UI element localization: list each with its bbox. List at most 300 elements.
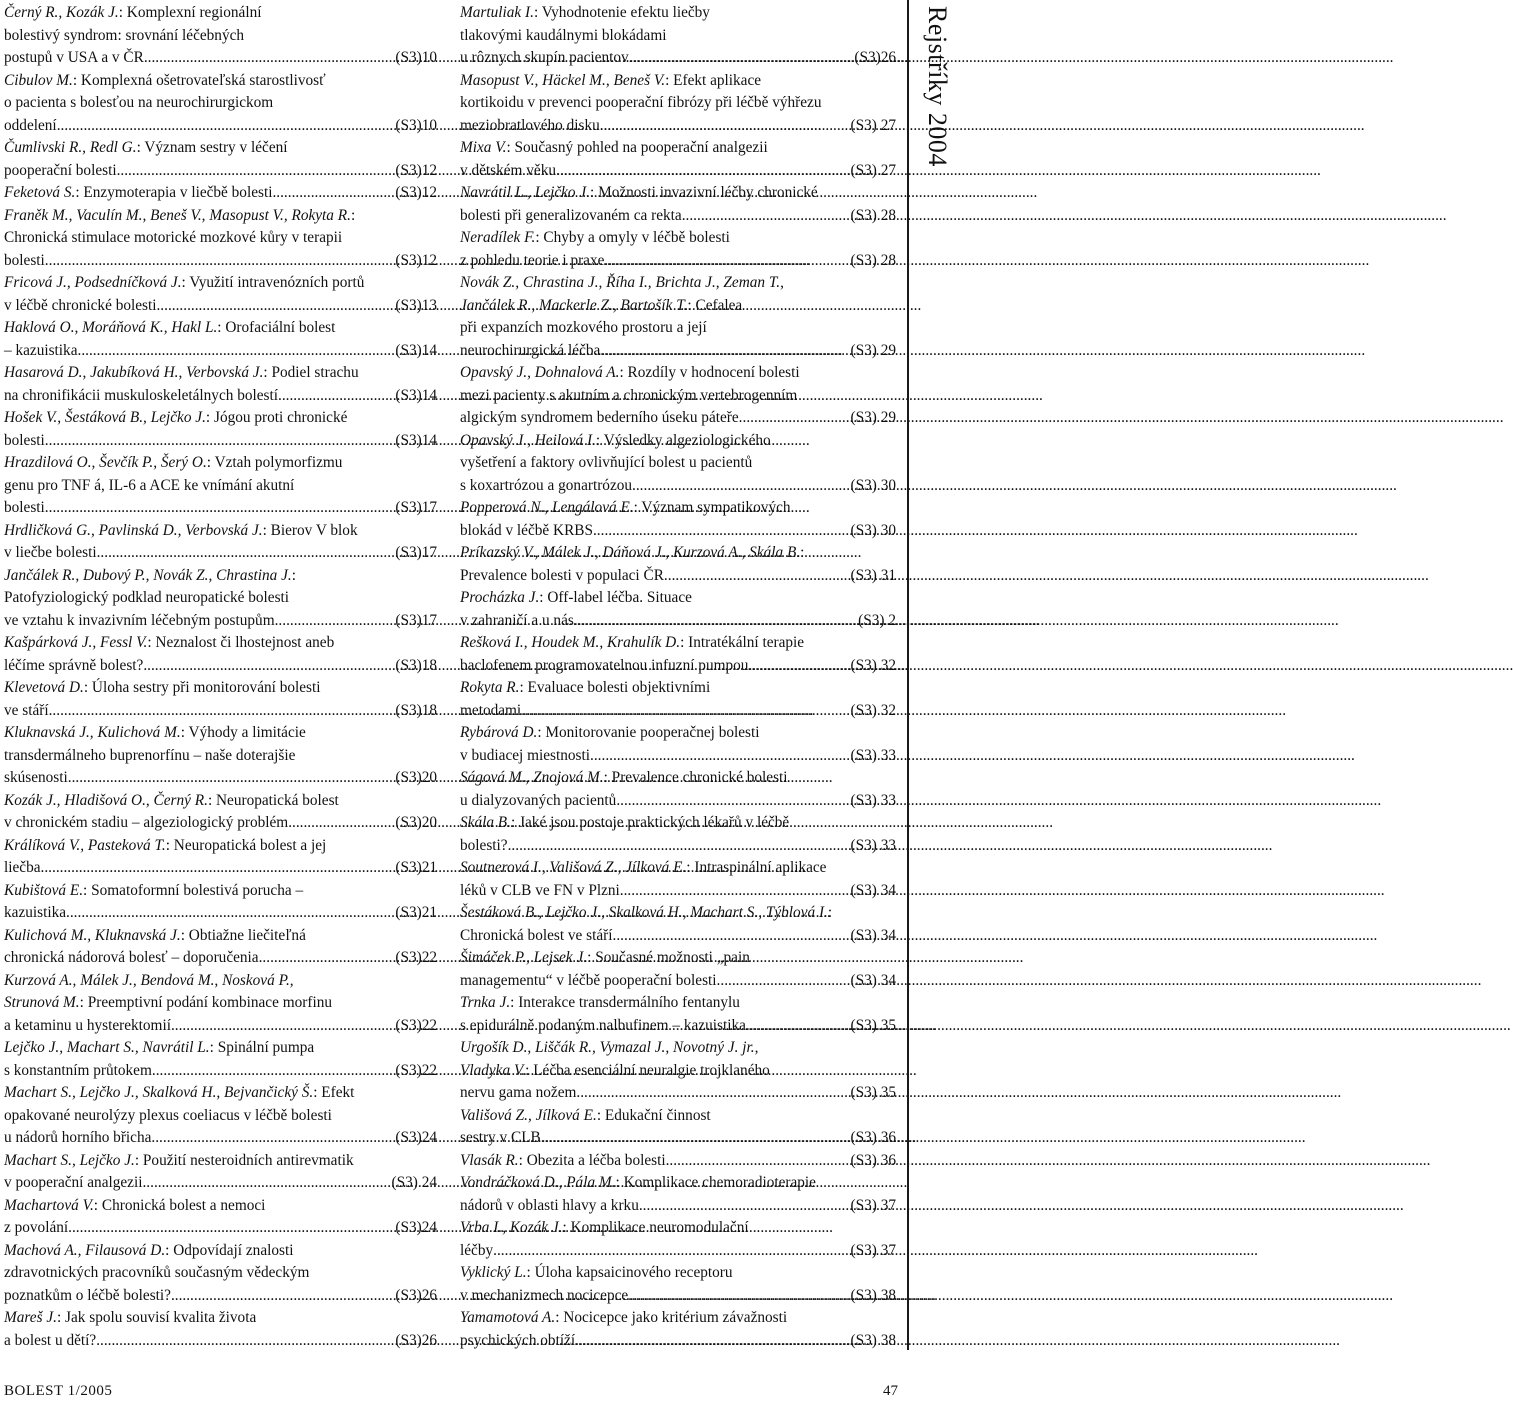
entry-line-text: [460, 1262, 733, 1285]
entry-line-text: [460, 47, 629, 70]
index-entry: [460, 947, 896, 992]
entry-title: : Efekt aplikace: [665, 71, 762, 89]
entry-line-text: [4, 137, 288, 160]
entry-line-text: [4, 565, 296, 588]
entry-title: v mechanizmech nocicepce: [460, 1286, 629, 1304]
entry-page-ref: (S3)21: [395, 859, 437, 876]
entry-line: [460, 1240, 896, 1263]
entry-line-text: [4, 317, 335, 340]
entry-line-text: [460, 317, 707, 340]
dot-leader: [97, 542, 396, 565]
entry-title: v dětském věku: [460, 161, 557, 179]
entry-line-text: [460, 1195, 639, 1218]
index-entry: [4, 452, 437, 520]
entry-page-ref: (S3) 28: [850, 251, 896, 269]
entry-authors: Vondráčková D., Pála M.: [460, 1174, 616, 1191]
dot-leader: [151, 1127, 395, 1150]
entry-line-text: [4, 272, 364, 295]
index-entry: [4, 407, 437, 452]
index-entry: [4, 722, 437, 790]
entry-title: bolesti při generalizovaném ca rekta: [460, 206, 682, 224]
index-entry: [460, 587, 896, 632]
entry-line-text: [460, 565, 664, 588]
entry-line: [460, 1285, 896, 1308]
entry-title: oddelení: [4, 116, 57, 134]
entry-authors: Machová A., Filausová D.: [4, 1241, 166, 1259]
index-entry: [4, 1150, 437, 1195]
entry-line-text: [4, 812, 288, 835]
entry-line-text: [460, 92, 821, 115]
dot-leader: [556, 160, 851, 183]
entry-line-text: [4, 722, 306, 745]
entry-title: : Výsledky algeziologického: [595, 431, 771, 449]
dot-leader: [666, 1150, 851, 1173]
dot-leader: [66, 902, 395, 925]
index-entry: [4, 835, 437, 880]
entry-line: [460, 835, 896, 858]
entry-title: – kazuistika: [4, 341, 78, 359]
entry-line-text: [4, 385, 278, 408]
dot-leader: [288, 812, 395, 835]
entry-title: : Obtiažne liečiteľná: [180, 926, 306, 944]
entry-line-text: [4, 1217, 68, 1240]
entry-line-text: [460, 182, 818, 205]
index-entry: [4, 970, 437, 1038]
entry-title: ve vztahu k invazivním léčebným postupům: [4, 611, 275, 629]
entry-page-ref: (S3) 2: [858, 611, 896, 629]
entry-page-ref: (S3)26: [395, 1331, 437, 1349]
entry-title: : Evaluace bolesti objektivními: [519, 679, 711, 696]
entry-title: : Komplexní regionální: [118, 4, 262, 21]
entry-line-text: [4, 1105, 332, 1128]
entry-authors: Opavský J., Heilová I.: [460, 431, 596, 449]
entry-title: :: [291, 566, 297, 584]
entry-line-text: [4, 1172, 142, 1195]
index-entry: [460, 430, 896, 498]
entry-page-ref: (S3) 38: [850, 1286, 896, 1304]
index-entry: [460, 677, 896, 722]
dot-leader: [152, 1060, 395, 1083]
entry-line: [460, 407, 896, 430]
entry-line: [4, 160, 437, 183]
entry-authors: Urgošík D., Liščák R., Vymazal J., Novotný J. jr.,: [460, 1039, 759, 1056]
entry-title: léčby: [460, 1241, 494, 1259]
entry-line-text: [460, 947, 750, 970]
entry-line: [460, 1127, 896, 1150]
entry-page-ref: (S3) 38: [850, 1331, 896, 1349]
entry-line-text: [460, 767, 788, 790]
entry-line-text: [460, 1330, 575, 1353]
dot-leader: [521, 700, 850, 723]
entry-line-text: [460, 272, 784, 295]
entry-line-text: [460, 1082, 576, 1105]
entry-page-ref: (S3)14: [395, 431, 437, 449]
entry-line: [4, 340, 437, 363]
entry-line-text: [460, 250, 604, 273]
dot-leader: [746, 1015, 851, 1038]
entry-title: zdravotnických pracovníků současným vědeckým: [4, 1264, 310, 1281]
entry-title: skúsenosti: [4, 769, 68, 786]
entry-line: [460, 295, 896, 318]
entry-title: Chronická bolest ve stáří: [460, 926, 613, 944]
entry-page-ref: (S3)22: [395, 949, 437, 966]
entry-line: [460, 1015, 896, 1038]
entry-title: o pacienta s bolesťou na neurochirurgickom: [4, 94, 274, 111]
entry-page-ref: (S3)24: [395, 1129, 437, 1146]
entry-line: [460, 92, 896, 115]
index-entry: [4, 137, 437, 182]
entry-page-ref: (S3)14: [395, 386, 437, 404]
entry-line: [4, 1330, 437, 1353]
entry-line-text: [4, 610, 275, 633]
entry-line-text: [4, 1240, 293, 1263]
index-entry: [460, 1150, 896, 1173]
entry-title: : Podiel strachu: [263, 364, 359, 381]
entry-page-ref: (S3)22: [395, 1061, 437, 1079]
entry-authors: Ságová M., Znojová M.: [460, 769, 604, 786]
entry-line-text: [460, 610, 574, 633]
entry-line: [460, 947, 896, 970]
entry-title: : Možnosti invazivní léčby chronické: [590, 184, 818, 201]
entry-line: [4, 767, 437, 790]
entry-authors: Machart S., Lejčko J.: [4, 1151, 135, 1169]
entry-line: [460, 362, 896, 385]
entry-title: : Jaké jsou postoje praktických lékařů v léčbě: [510, 814, 790, 831]
entry-authors: Vališová Z., Jílková E.: [460, 1106, 597, 1124]
entry-line: [460, 655, 896, 678]
index-entry: [4, 272, 437, 317]
entry-title: : Chronická bolest a nemoci: [93, 1196, 266, 1214]
entry-line: [4, 655, 437, 678]
entry-authors: Kozák J., Hladišová O., Černý R.: [4, 791, 208, 809]
index-entry: [460, 722, 896, 767]
entry-line-text: [460, 902, 832, 925]
entry-line: [4, 70, 437, 93]
entry-line-text: [4, 2, 261, 25]
entry-line: [4, 25, 437, 48]
entry-title: mezi pacienty s akutním a chronickým vertebrogenním: [460, 386, 798, 404]
dot-leader: [748, 655, 850, 678]
entry-line: [4, 700, 437, 723]
entry-line: [4, 92, 437, 115]
entry-line: [460, 452, 896, 475]
index-entry: [4, 182, 437, 205]
entry-title: s epidurálně podaným nalbufinem – kazuistika: [460, 1016, 746, 1034]
entry-line-text: [4, 47, 144, 70]
index-entry: [460, 497, 896, 542]
entry-line: [4, 970, 437, 993]
entry-title: : Obezita a léčba bolesti: [518, 1151, 666, 1169]
dot-leader: [275, 610, 396, 633]
entry-title: z povolání: [4, 1219, 69, 1236]
index-entry: [460, 902, 896, 947]
dot-leader: [117, 160, 396, 183]
entry-page-ref: (S3)10: [395, 49, 437, 66]
entry-line: [460, 632, 896, 655]
entry-line-text: [4, 947, 259, 970]
entry-line-text: [4, 587, 289, 610]
entry-line-text: [460, 1127, 541, 1150]
entry-line-text: [460, 1105, 711, 1128]
entry-line-text: [4, 1330, 96, 1353]
entry-line-text: [4, 227, 342, 250]
entry-line-text: [4, 745, 295, 768]
entry-line: [460, 272, 896, 295]
dot-leader: [739, 407, 851, 430]
footer-journal: BOLEST 1/2005: [4, 1383, 113, 1399]
entry-title: : Komplikace chemoradioterapie: [615, 1174, 816, 1191]
entry-line: [460, 70, 896, 93]
entry-title: léků v CLB ve FN v Plzni: [460, 881, 620, 899]
index-entry: [460, 767, 896, 812]
entry-line-text: [460, 497, 791, 520]
entry-authors: Vyklický L.: [460, 1264, 527, 1281]
sidebar-title: Rejstříky 2004: [923, 6, 952, 167]
entry-line-text: [4, 205, 355, 228]
entry-line-text: [4, 632, 334, 655]
index-entry: [460, 992, 896, 1037]
entry-authors: Jančálek R., Mackerle Z., Bartošík T.: [460, 296, 688, 314]
entry-line: [4, 1037, 437, 1060]
dot-leader: [45, 250, 396, 273]
entry-title: : Význam sestry v léčení: [136, 139, 288, 156]
entry-authors: Černý R., Kozák J.: [4, 4, 119, 21]
entry-title: : Enzymoterapia v liečbě bolesti: [75, 184, 273, 201]
entry-line-text: [4, 295, 156, 318]
entry-line-text: [4, 430, 45, 453]
entry-title: : Nocicepce jako kritérium závažnosti: [555, 1309, 788, 1326]
entry-line-text: [4, 452, 342, 475]
entry-page-ref: (S3) 34: [850, 971, 896, 989]
index-entry: [4, 1240, 437, 1308]
index-entry: [460, 362, 896, 430]
entry-page-ref: (S3)22: [395, 1016, 437, 1034]
entry-line-text: [460, 790, 616, 813]
index-entry: [4, 2, 437, 70]
entry-line: [460, 790, 896, 813]
index-entry: [460, 542, 896, 587]
entry-line: [4, 1127, 437, 1150]
entry-authors: Neradílek F.: [460, 229, 536, 246]
entry-line-text: [4, 362, 359, 385]
entry-line-text: [4, 1037, 314, 1060]
entry-title: : Jak spolu souvisí kvalita života: [56, 1309, 257, 1326]
dot-leader: [45, 497, 396, 520]
entry-page-ref: (S3)13: [395, 296, 437, 314]
entry-line-text: [460, 25, 666, 48]
index-entry: [460, 137, 896, 182]
entry-title: : Cefalea: [687, 296, 743, 314]
entry-page-ref: (S3)21: [395, 904, 437, 921]
entry-line: [4, 1150, 437, 1173]
entry-page-ref: (S3)26: [395, 1286, 437, 1304]
dot-leader: [717, 970, 851, 993]
entry-title: a ketaminu u hysterektomií: [4, 1016, 171, 1034]
entry-line: [460, 1150, 896, 1173]
entry-title: pooperační bolesti: [4, 161, 117, 179]
index-entry: [4, 1195, 437, 1240]
entry-title: : Edukační činnost: [596, 1106, 711, 1124]
entry-line: [4, 677, 437, 700]
entry-authors: Rybárová D.: [460, 724, 538, 741]
entry-authors: Novák Z., Chrastina J., Říha I., Brichta J., Zeman T.,: [460, 274, 784, 291]
entry-line-text: [4, 542, 97, 565]
entry-line: [460, 610, 896, 633]
entry-line: [460, 250, 896, 273]
entry-line-text: [460, 520, 593, 543]
entry-line: [460, 340, 896, 363]
entry-line: [4, 1015, 437, 1038]
entry-line: [4, 430, 437, 453]
entry-title: postupů v USA a v ČR: [4, 49, 144, 66]
entry-line-text: [4, 1195, 265, 1218]
entry-authors: Yamamotová A.: [460, 1309, 556, 1326]
entry-title: : Výhody a limitácie: [180, 724, 306, 741]
entry-line-text: [460, 632, 804, 655]
dot-leader: [632, 475, 851, 498]
entry-title: : Chyby a omyly v léčbě bolesti: [535, 229, 730, 246]
entry-line: [460, 182, 896, 205]
entry-line: [460, 1307, 896, 1330]
entry-line: [460, 1262, 896, 1285]
entry-title: Patofyziologický podklad neuropatické bolesti: [4, 589, 290, 606]
entry-title: léčíme správně bolest?: [4, 656, 144, 674]
entry-line: [460, 520, 896, 543]
entry-line-text: [4, 520, 358, 543]
entry-line-text: [4, 475, 294, 498]
entry-line: [4, 835, 437, 858]
entry-title: : Somatoformní bolestivá porucha –: [83, 881, 304, 899]
entry-line: [4, 182, 437, 205]
entry-line-text: [4, 182, 272, 205]
vertical-divider: [907, 0, 909, 1350]
entry-page-ref: (S3)12: [395, 161, 437, 179]
dot-leader: [45, 430, 396, 453]
index-entry: [4, 205, 437, 273]
dot-leader: [628, 1285, 850, 1308]
entry-line-text: [460, 430, 771, 453]
index-entry: [4, 790, 437, 835]
entry-line: [460, 137, 896, 160]
entry-line-text: [4, 1060, 152, 1083]
dot-leader: [629, 47, 855, 70]
entry-authors: Procházka J.: [460, 589, 540, 606]
dot-leader: [604, 250, 850, 273]
entry-line: [460, 227, 896, 250]
entry-line-text: [460, 992, 740, 1015]
entry-title: : Monitorovanie pooperačnej bolesti: [537, 724, 760, 741]
entry-line-text: [460, 385, 797, 408]
index-entry: [4, 1037, 437, 1082]
entry-page-ref: (S3) 27: [850, 161, 896, 179]
entry-line-text: [460, 205, 682, 228]
entry-line-text: [460, 880, 620, 903]
entry-authors: Rokyta R.: [460, 679, 520, 696]
entry-authors: Soutnerová I., Vališová Z., Jílková E.: [460, 859, 687, 876]
entry-line: [460, 565, 896, 588]
entry-line-text: [460, 857, 826, 880]
entry-line-text: [4, 1285, 171, 1308]
dot-leader: [68, 767, 396, 790]
entry-page-ref: (S3)12: [395, 184, 437, 201]
entry-title: :: [350, 206, 356, 224]
entry-page-ref: (S3) 35: [850, 1016, 896, 1034]
index-entry: [460, 272, 896, 362]
entry-authors: Cibulov M.: [4, 71, 73, 89]
entry-line: [4, 452, 437, 475]
dot-leader: [68, 1217, 395, 1240]
entry-title: meziobratlového disku: [460, 116, 600, 134]
index-entry: [460, 857, 896, 902]
entry-title: blokád v léčbě KRBS: [460, 521, 593, 539]
entry-title: neurochirurgická léčba: [460, 341, 601, 359]
entry-line-text: [460, 677, 710, 700]
dot-leader: [600, 115, 851, 138]
entry-line: [4, 272, 437, 295]
entry-title: : Prevalence chronické bolesti: [603, 769, 788, 786]
entry-title: Prevalence bolesti v populaci ČR: [460, 566, 664, 584]
entry-authors: Franěk M., Vaculín M., Beneš V., Masopust V., Rokyta R.: [4, 206, 351, 224]
dot-leader: [682, 205, 851, 228]
entry-line: [4, 295, 437, 318]
entry-line-text: [460, 1172, 816, 1195]
index-entry: [460, 1262, 896, 1307]
entry-page-ref: (S3)18: [395, 656, 437, 674]
entry-page-ref: (S3) 33: [850, 746, 896, 764]
entry-line-text: [460, 970, 717, 993]
entry-line-text: [460, 655, 748, 678]
entry-line: [460, 430, 896, 453]
entry-title: : Využití intravenózních portů: [181, 274, 365, 291]
dot-leader: [143, 655, 395, 678]
entry-title: bolesti: [4, 431, 45, 449]
entry-line: [460, 925, 896, 948]
entry-page-ref: (S3) 30: [850, 476, 896, 494]
index-entry: [4, 317, 437, 362]
entry-authors: Kurzová A., Málek J., Bendová M., Nosková P.,: [4, 971, 294, 989]
entry-line: [4, 880, 437, 903]
entry-title: kortikoidu v prevenci pooperační fibrózy při léčbě výhřezu: [460, 94, 822, 111]
entry-authors: Vrba I., Kozák J.: [460, 1219, 563, 1236]
entry-line-text: [4, 1015, 171, 1038]
entry-authors: Kašpárková J., Fessl V.: [4, 634, 148, 651]
entry-line: [460, 1195, 896, 1218]
entry-line-text: [460, 1037, 758, 1060]
entry-title: v budiacej miestnosti: [460, 746, 591, 764]
entry-title: : Léčba esenciální neuralgie trojklaného: [525, 1061, 770, 1079]
index-entry: [460, 632, 896, 677]
entry-authors: Opavský J., Dohnalová A.: [460, 364, 620, 381]
entry-authors: Mixa V.: [460, 139, 507, 156]
entry-page-ref: (S3) 31: [850, 566, 896, 584]
entry-page-ref: (S3) 29: [850, 409, 896, 426]
entry-page-ref: (S3)14: [395, 341, 437, 359]
entry-line: [460, 970, 896, 993]
entry-page-ref: (S3) 32: [850, 656, 896, 674]
entry-title: tlakovými kaudálnymi blokádami: [460, 26, 667, 44]
entry-title: s koxartrózou a gonartrózou: [460, 476, 633, 494]
entry-authors: Vlasák R.: [460, 1151, 519, 1169]
entry-page-ref: (S3)12: [395, 251, 437, 269]
entry-line-text: [460, 295, 742, 318]
entry-line-text: [4, 880, 303, 903]
entry-line-text: [4, 767, 68, 790]
entry-title: chronická nádorová bolesť – doporučenia: [4, 949, 259, 966]
index-entry: [460, 227, 896, 272]
entry-line: [460, 497, 896, 520]
entry-line-text: [4, 497, 45, 520]
dot-leader: [639, 1195, 851, 1218]
